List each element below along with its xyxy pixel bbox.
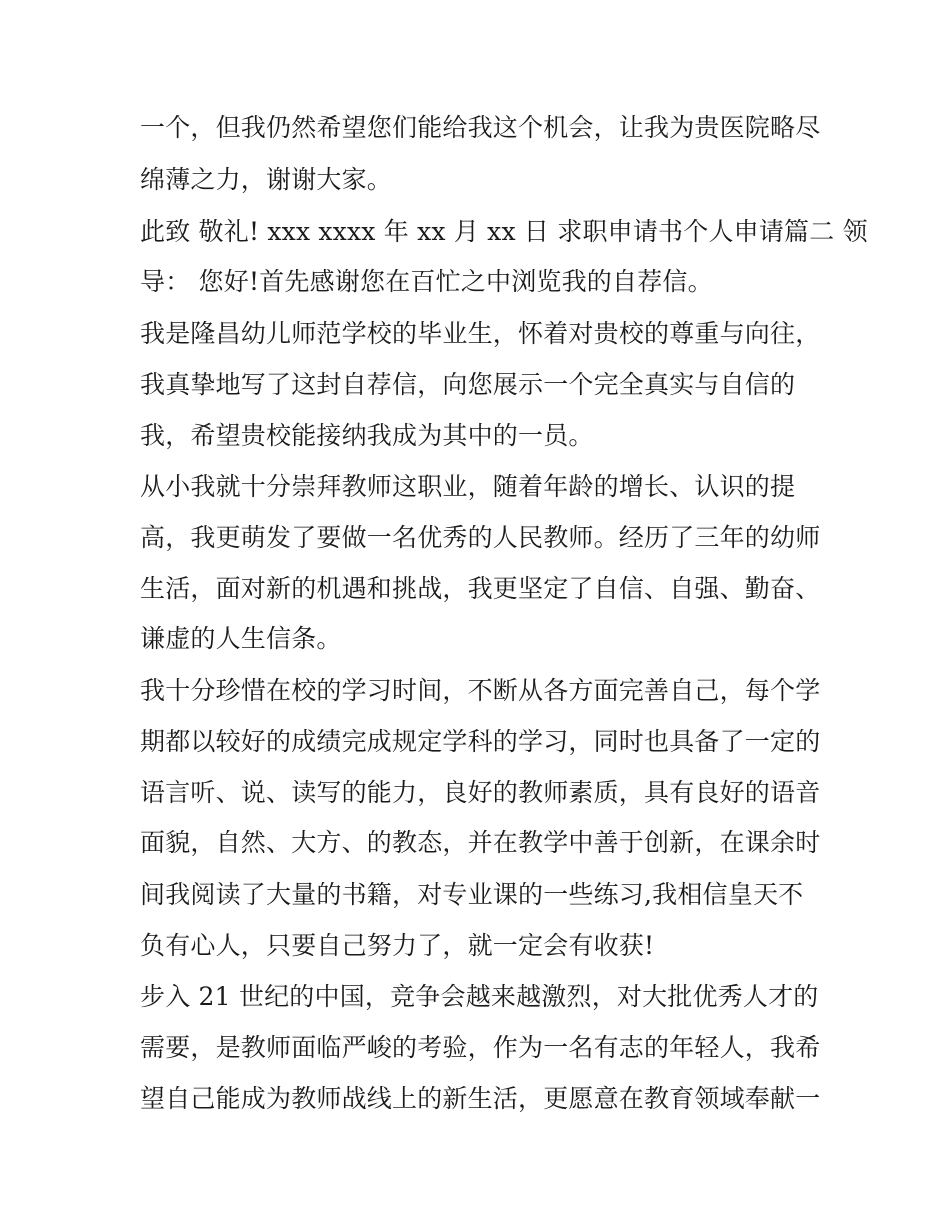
text-line: 从小我就十分崇拜教师这职业，随着年龄的增长、认识的提 [140,472,796,501]
text-line: 高，我更萌发了要做一名优秀的人民教师。经历了三年的幼师 [140,523,821,552]
text-line: 期都以较好的成绩完成规定学科的学习，同时也具备了一定的 [140,727,821,756]
text-line: 面貌，自然、大方、的教态，并在教学中善于创新，在课余时 [140,828,821,857]
text-line: 我真挚地写了这封自荐信，向您展示一个完全真实与自信的 [140,370,796,399]
text-line: 此致 敬礼! xxx xxxx 年 xx 月 xx 日 求职申请书个人申请篇二 领 [140,217,868,246]
text-line: 导： 您好!首先感谢您在百忙之中浏览我的自荐信。 [140,267,713,296]
text-line: 负有心人，只要自己努力了，就一定会有收获! [140,931,655,960]
text-line: 语言听、说、读写的能力，良好的教师素质，具有良好的语音 [140,778,821,807]
text-line: 我，希望贵校能接纳我成为其中的一员。 [140,421,594,450]
text-line: 我是隆昌幼儿师范学校的毕业生，怀着对贵校的尊重与向往， [140,319,821,348]
text-line: 一个，但我仍然希望您们能给我这个机会，让我为贵医院略尽 [140,113,821,142]
text-line: 谦虚的人生信条。 [140,624,342,653]
text-line: 步入 21 世纪的中国，竞争会越来越激烈，对大批优秀人才的 [140,982,819,1011]
text-line: 间我阅读了大量的书籍，对专业课的一些练习,我相信皇天不 [140,880,804,909]
text-line: 我十分珍惜在校的学习时间，不断从各方面完善自己，每个学 [140,676,821,705]
text-line: 生活，面对新的机遇和挑战，我更坚定了自信、自强、勤奋、 [140,574,821,603]
text-line: 望自己能成为教师战线上的新生活，更愿意在教育领域奉献一 [140,1084,821,1113]
text-line: 绵薄之力，谢谢大家。 [140,165,393,194]
text-line: 需要，是教师面临严峻的考验，作为一名有志的年轻人，我希 [140,1033,821,1062]
